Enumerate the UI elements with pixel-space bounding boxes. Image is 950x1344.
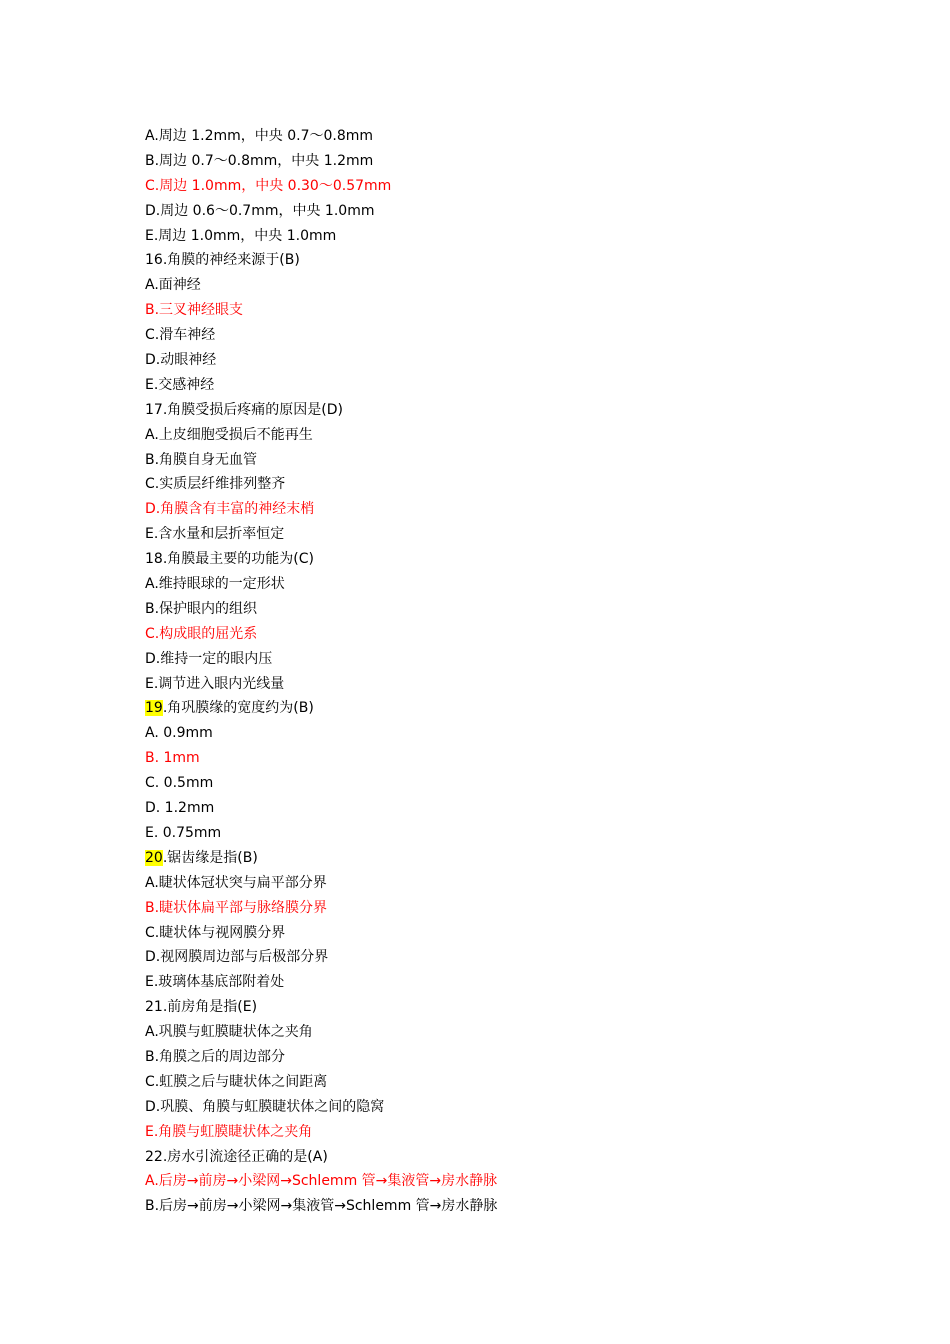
question-line: [145, 248, 845, 273]
answer-option: E.周边 1.0mm，中央 1.0mm: [145, 227, 337, 244]
answer-option: E. 0.75mm: [145, 824, 222, 841]
question-text: .锯齿缘是指(B): [162, 849, 258, 866]
answer-option: D.巩膜、角膜与虹膜睫状体之间的隐窝: [145, 1098, 385, 1115]
question-line: [145, 846, 845, 871]
question-text: .角膜的神经来源于(B): [162, 252, 300, 269]
correct-answer-option: D.角膜含有丰富的神经末梢: [145, 501, 315, 518]
question-line: [145, 1145, 845, 1170]
question-text: .房水引流途径正确的是(A): [162, 1148, 328, 1165]
answer-option: E.玻璃体基底部附着处: [145, 974, 285, 991]
question-number: 20: [145, 849, 163, 866]
answer-option: B.保护眼内的组织: [145, 600, 258, 617]
answer-option: D.视网膜周边部与后极部分界: [145, 949, 329, 966]
answer-option: E.调节进入眼内光线量: [145, 675, 285, 692]
answer-option: D. 1.2mm: [145, 800, 215, 817]
answer-option: A.上皮细胞受损后不能再生: [145, 426, 313, 443]
answer-option: A. 0.9mm: [145, 725, 213, 742]
question-line: [145, 547, 845, 572]
question-number: 17: [145, 401, 163, 418]
answer-option: A.维持眼球的一定形状: [145, 576, 285, 593]
answer-option: A.面神经: [145, 277, 201, 294]
correct-answer-option: B.睫状体扁平部与脉络膜分界: [145, 899, 328, 916]
correct-answer-option: C.构成眼的屈光系: [145, 625, 258, 642]
answer-option: C.实质层纤维排列整齐: [145, 476, 286, 493]
correct-answer-option: C.周边 1.0mm，中央 0.30～0.57mm: [145, 177, 392, 194]
answer-option: E.含水量和层折率恒定: [145, 526, 285, 543]
question-text: .角膜最主要的功能为(C): [162, 551, 314, 568]
document-page: [145, 124, 845, 1219]
question-number: 16: [145, 252, 163, 269]
correct-answer-option: E.角膜与虹膜睫状体之夹角: [145, 1123, 313, 1140]
question-number: 21: [145, 999, 163, 1016]
correct-answer-option: B.三叉神经眼支: [145, 302, 244, 319]
question-text: .角膜受损后疼痛的原因是(D): [162, 401, 343, 418]
answer-option: D.周边 0.6～0.7mm，中央 1.0mm: [145, 202, 375, 219]
answer-option: B.后房→前房→小梁网→集液管→Schlemm 管→房水静脉: [145, 1198, 498, 1215]
correct-answer-option: A.后房→前房→小梁网→Schlemm 管→集液管→房水静脉: [145, 1173, 498, 1190]
answer-option: B.周边 0.7～0.8mm，中央 1.2mm: [145, 152, 374, 169]
answer-option: C.睫状体与视网膜分界: [145, 924, 286, 941]
answer-option: B.角膜自身无血管: [145, 451, 258, 468]
answer-option: B.角膜之后的周边部分: [145, 1048, 286, 1065]
answer-option: A.周边 1.2mm，中央 0.7～0.8mm: [145, 128, 374, 144]
answer-option: A.巩膜与虹膜睫状体之夹角: [145, 1024, 313, 1041]
answer-option: E.交感神经: [145, 376, 215, 393]
question-text: .前房角是指(E): [162, 999, 258, 1016]
answer-option: C.虹膜之后与睫状体之间距离: [145, 1073, 328, 1090]
question-line: [145, 696, 845, 721]
question-number: 22: [145, 1148, 163, 1165]
answer-option: D.维持一定的眼内压: [145, 650, 273, 667]
answer-option: C. 0.5mm: [145, 775, 214, 792]
answer-option: A.睫状体冠状突与扁平部分界: [145, 874, 327, 891]
question-number: 18: [145, 551, 163, 568]
correct-answer-option: B. 1mm: [145, 750, 200, 767]
question-line: [145, 995, 845, 1020]
question-line: [145, 398, 845, 423]
question-number: 19: [145, 700, 163, 717]
answer-option: C.滑车神经: [145, 327, 216, 344]
answer-option: D.动眼神经: [145, 352, 217, 369]
question-text: .角巩膜缘的宽度约为(B): [162, 700, 314, 717]
